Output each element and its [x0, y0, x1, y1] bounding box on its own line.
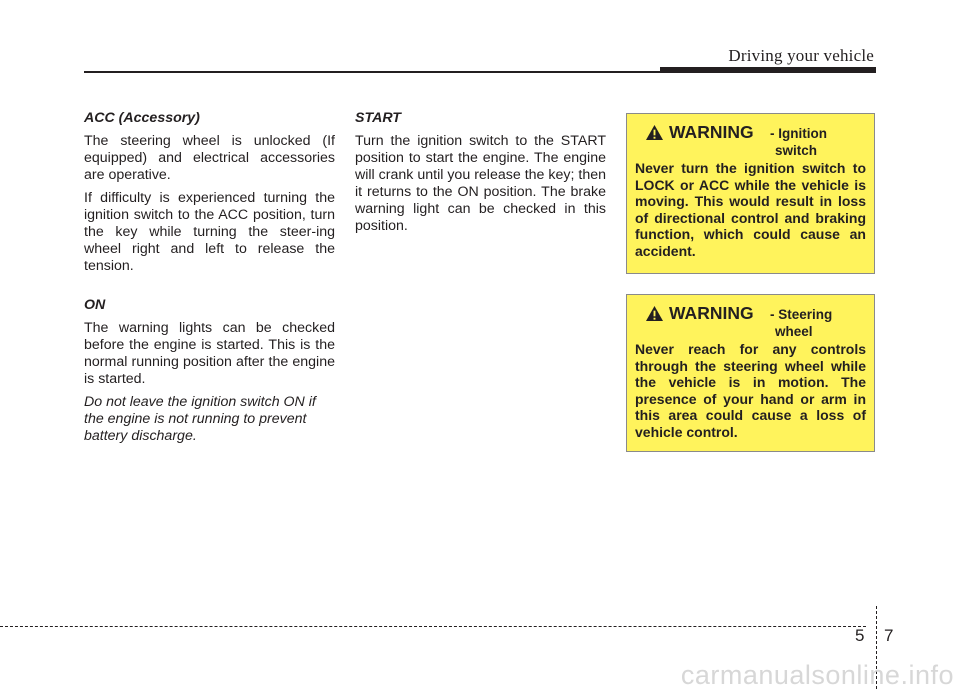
footer-rule	[0, 626, 866, 627]
page-number-section: 5	[855, 626, 865, 645]
warning-subtitle: - Ignition	[770, 126, 827, 141]
warning-subtitle-cont: switch	[775, 143, 818, 158]
warning-triangle-icon	[645, 305, 664, 322]
header-rule	[84, 71, 660, 73]
warning-body: Never reach for any controls through the steering wheel while the vehicle is in motion. The presence of your hand or arm in this area could cause a loss of vehicle control.	[635, 341, 866, 440]
on-note: Do not leave the ignition switch ON if the engine is not running to prevent battery discharge.	[84, 394, 316, 444]
start-heading: START	[355, 110, 401, 126]
acc-paragraph-2: If difficulty is experienced turning the ignition switch to the ACC position, turn the key while turning the steer-ing wheel right and left to release the tension.	[84, 190, 335, 274]
warning-subtitle-cont: wheel	[775, 324, 813, 339]
acc-heading: ACC (Accessory)	[84, 110, 200, 126]
header-rule-accent	[660, 67, 876, 73]
warning-header	[635, 122, 866, 160]
warning-box-steering	[626, 294, 875, 452]
warning-subtitle: - Steering	[770, 307, 833, 322]
warning-box-ignition	[626, 113, 875, 274]
watermark: carmanualsonline.info	[680, 660, 954, 690]
left-column	[84, 110, 335, 451]
section-title: Driving your vehicle	[728, 46, 874, 65]
warning-label: WARNING	[669, 122, 754, 142]
warning-header	[635, 303, 866, 341]
middle-column	[355, 110, 606, 241]
warning-triangle-icon	[645, 124, 664, 141]
page-number: 7	[884, 626, 894, 645]
on-paragraph: The warning lights can be checked before the engine is started. This is the normal running position after the engine is started.	[84, 320, 335, 387]
start-paragraph: Turn the ignition switch to the START position to start the engine. The engine will crank until you release the key; then it returns to the ON position. The brake warning light can be checked in this position.	[355, 133, 606, 234]
warning-label: WARNING	[669, 303, 754, 323]
acc-paragraph-1: The steering wheel is unlocked (If equipped) and electrical accessories are operative.	[84, 133, 335, 183]
on-heading: ON	[84, 297, 106, 313]
warning-body: Never turn the ignition switch to LOCK or ACC while the vehicle is moving. This would result in loss of directional control and braking function, which could cause an accident.	[635, 160, 866, 259]
